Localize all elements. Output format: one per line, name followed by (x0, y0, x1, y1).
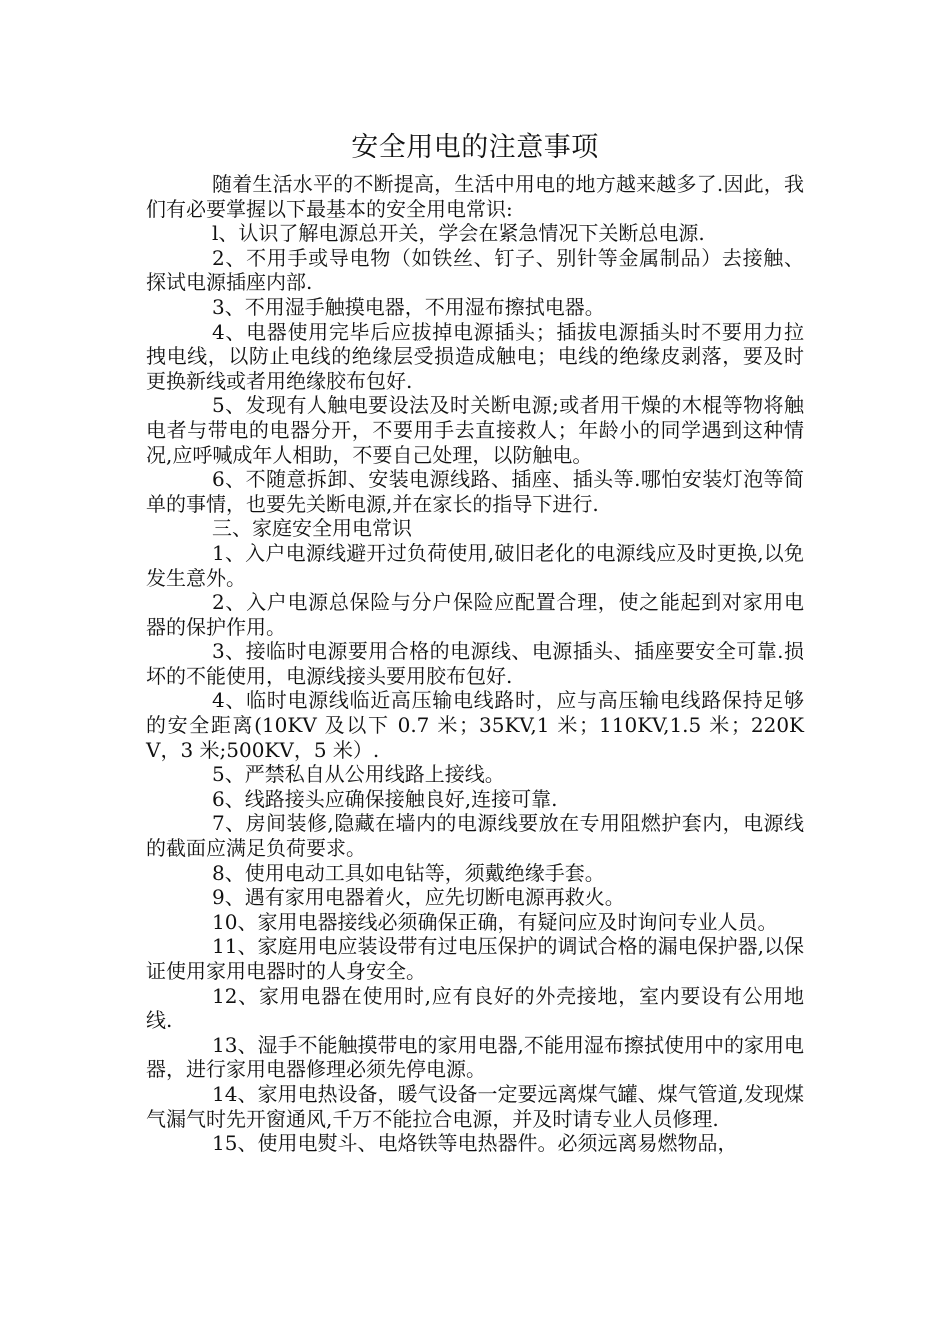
paragraph-item: 9、遇有家用电器着火，应先切断电源再救火。 (212, 885, 625, 910)
paragraph-intro: 随着生活水平的不断提高，生活中用电的地方越来越多了.因此，我们有必要掌握以下最基本的安全用电常识: (146, 172, 804, 221)
paragraph-item: 7、房间装修,隐藏在墙内的电源线要放在专用阻燃护套内，电源线的截面应满足负荷要求。 (146, 811, 804, 861)
paragraph-item: 6、不随意拆卸、安装电源线路、插座、插头等.哪怕安装灯泡等简单的事情，也要先关断电源,并在家长的指导下进行. (146, 467, 804, 516)
paragraph-item: 6、线路接头应确保接触良好,连接可靠. (212, 786, 558, 811)
paragraph-item: 3、接临时电源要用合格的电源线、电源插头、插座要安全可靠.损坏的不能使用，电源线接头要用胶布包好. (146, 639, 804, 688)
paragraph-item: 5、发现有人触电要设法及时关断电源;或者用干燥的木棍等物将触电者与带电的电器分开，不要用手去直接救人；年龄小的同学遇到这种情况,应呼喊成年人相助，不要自己处理，以防触电。 (146, 393, 804, 467)
section-heading: 三、家庭安全用电常识 (212, 516, 412, 541)
paragraph-item: 13、湿手不能触摸带电的家用电器,不能用湿布擦拭使用中的家用电器，进行家用电器修理必须先停电源。 (146, 1032, 804, 1082)
paragraph-item: 4、临时电源线临近高压输电线路时，应与高压输电线路保持足够的安全距离(10KV 及以下 0.7 米；35KV,1 米；110KV,1.5 米；220KV，3 米;500KV，5 米）. (146, 688, 804, 762)
paragraph-item: 1、入户电源线避开过负荷使用,破旧老化的电源线应及时更换,以免发生意外。 (146, 540, 804, 590)
paragraph-item: 14、家用电热设备，暖气设备一定要远离煤气罐、煤气管道,发现煤气漏气时先开窗通风,千万不能拉合电源，并及时请专业人员修理. (146, 1081, 804, 1131)
paragraph-item: 2、不用手或导电物（如铁丝、钉子、别针等金属制品）去接触、探试电源插座内部. (146, 245, 804, 295)
paragraph-item: 12、家用电器在使用时,应有良好的外壳接地，室内要设有公用地线. (146, 983, 804, 1033)
paragraph-item: 15、使用电熨斗、电烙铁等电热器件。必须远离易燃物品， (212, 1131, 738, 1156)
paragraph-item: 2、入户电源总保险与分户保险应配置合理，使之能起到对家用电器的保护作用。 (146, 590, 804, 639)
paragraph-item: 8、使用电动工具如电钻等，须戴绝缘手套。 (212, 860, 605, 885)
paragraph-item: 10、家用电器接线必须确保正确，有疑问应及时询问专业人员。 (212, 909, 778, 934)
paragraph-item: l、认识了解电源总开关，学会在紧急情况下关断总电源. (212, 221, 705, 246)
paragraph-item: 3、不用湿手触摸电器，不用湿布擦拭电器。 (212, 294, 605, 319)
document-title: 安全用电的注意事项 (351, 132, 599, 163)
paragraph-item: 5、严禁私自从公用线路上接线。 (212, 762, 505, 787)
document-body (146, 172, 804, 1156)
paragraph-item: 11、家庭用电应装设带有过电压保护的调试合格的漏电保护器,以保证使用家用电器时的人身安全。 (146, 934, 804, 983)
paragraph-item: 4、电器使用完毕后应拔掉电源插头；插拔电源插头时不要用力拉拽电线，以防止电线的绝缘层受损造成触电；电线的绝缘皮剥落，要及时更换新线或者用绝缘胶布包好. (146, 319, 804, 393)
